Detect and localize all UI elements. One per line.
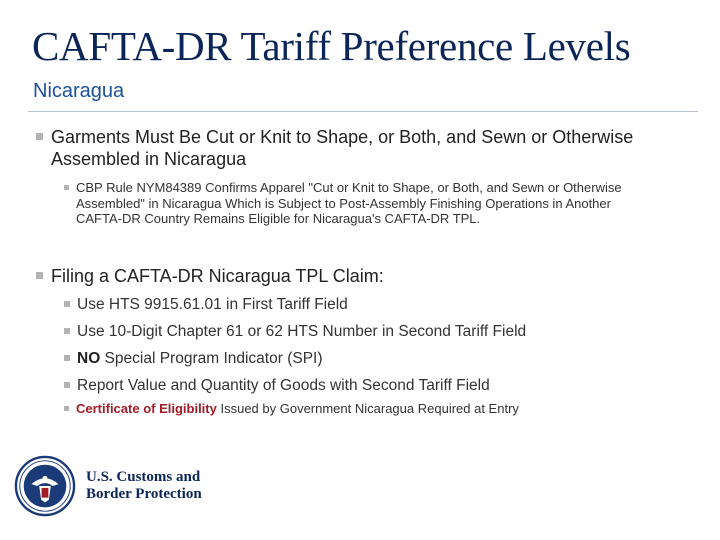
sub-bullet-report-value bbox=[64, 376, 664, 395]
certificate-rest: Issued by Government Nicaragua Required at Entry bbox=[216, 401, 519, 416]
bullet-filing-claim bbox=[36, 265, 636, 287]
bullet-text bbox=[77, 349, 323, 368]
bullet-text bbox=[76, 401, 519, 417]
sub-bullet-cbp-rule bbox=[64, 180, 654, 227]
bullet-garments bbox=[36, 126, 636, 170]
title-divider bbox=[28, 111, 698, 112]
bullet-text: CBP Rule NYM84389 Confirms Apparel "Cut or Knit to Shape, or Both, and Sewn or Otherwise Assembled" in Nicaragua Which is Subject to Post-Assembly Finishing Operations in Another CAFTA-DR Country Remains Eligible for Nicaragua's CAFTA-DR TPL. bbox=[76, 180, 622, 226]
bullet-square-icon bbox=[64, 406, 69, 411]
bullet-text: Filing a CAFTA-DR Nicaragua TPL Claim: bbox=[51, 266, 384, 286]
bullet-text: Report Value and Quantity of Goods with Second Tariff Field bbox=[77, 377, 490, 394]
bullet-square-icon bbox=[64, 301, 70, 307]
sub-bullet-no-spi bbox=[64, 349, 664, 368]
cbp-wordmark-line1: U.S. Customs and bbox=[86, 469, 201, 485]
bullet-square-icon bbox=[64, 185, 69, 190]
no-emphasis: NO bbox=[77, 350, 101, 367]
cbp-wordmark-line2: Border Protection bbox=[86, 486, 202, 502]
bullet-square-icon bbox=[36, 272, 43, 279]
slide-subtitle: Nicaragua bbox=[33, 80, 125, 102]
slide-title: CAFTA-DR Tariff Preference Levels bbox=[32, 23, 631, 69]
cbp-wordmark bbox=[86, 469, 202, 503]
sub-bullet-hts-first bbox=[64, 295, 664, 314]
bullet-text: Garments Must Be Cut or Knit to Shape, or Both, and Sewn or Otherwise Assembled in Nicaragua bbox=[51, 127, 634, 169]
sub-bullet-certificate bbox=[64, 401, 684, 417]
cbp-logo bbox=[14, 455, 202, 517]
sub-bullet-hts-second bbox=[64, 322, 684, 341]
bullet-square-icon bbox=[64, 328, 70, 334]
bullet-square-icon bbox=[64, 355, 70, 361]
certificate-emphasis: Certificate of Eligibility bbox=[76, 401, 217, 416]
bullet-square-icon bbox=[36, 133, 43, 140]
no-spi-rest: Special Program Indicator (SPI) bbox=[100, 350, 323, 367]
bullet-square-icon bbox=[64, 382, 70, 388]
dhs-seal-icon bbox=[14, 455, 76, 517]
bullet-text: Use HTS 9915.61.01 in First Tariff Field bbox=[77, 296, 348, 313]
bullet-text: Use 10-Digit Chapter 61 or 62 HTS Number in Second Tariff Field bbox=[77, 323, 527, 340]
